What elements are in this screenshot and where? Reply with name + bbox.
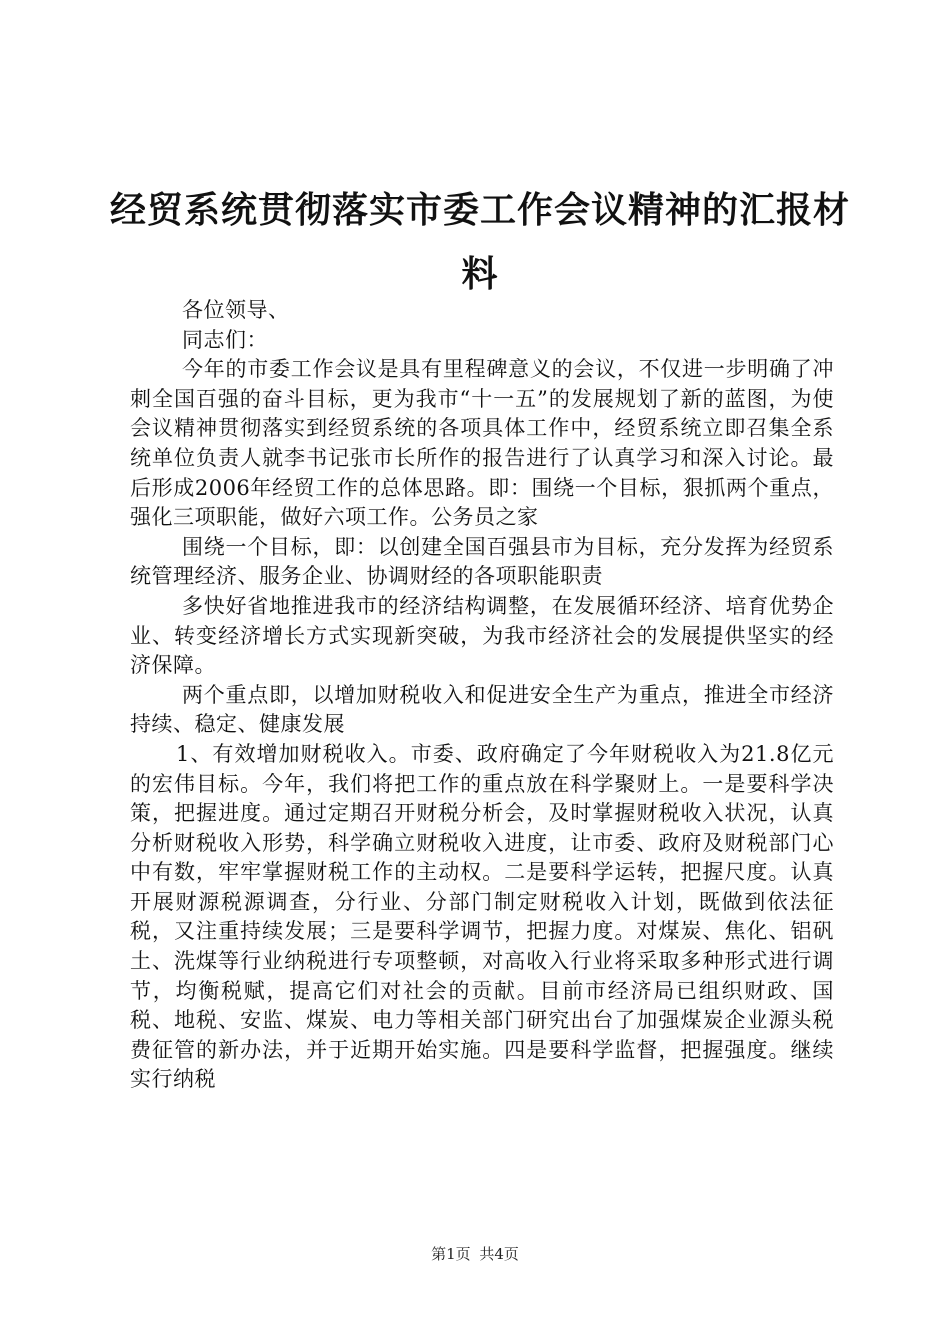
paragraph-intro: 今年的市委工作会议是具有里程碑意义的会议，不仅进一步明确了冲刺全国百强的奋斗目标，更为我市“十一五”的发展规划了新的蓝图，为使会议精神贯彻落实到经贸系统的各项具体工作中，经贸系统立即召集全系统单位负责人就李书记张市长所作的报告进行了认真学习和深入讨论。最后形成2006年经贸工作的总体思路。即：围绕一个目标，狠抓两个重点，强化三项职能，做好六项工作。公务员之家 (130, 357, 834, 530)
paragraph-two-priorities: 两个重点即，以增加财税收入和促进安全生产为重点，推进全市经济持续、稳定、健康发展 (130, 682, 834, 737)
salutation-line-2: 同志们： (182, 327, 268, 352)
page-total: 共4页 (479, 1245, 519, 1263)
page-footer (0, 1244, 950, 1264)
paragraph-fiscal-revenue: 1、有效增加财税收入。市委、政府确定了今年财税收入为21.8亿元的宏伟目标。今年，我们将把工作的重点放在科学聚财上。一是要科学决策，把握进度。通过定期召开财税分析会，及时掌握财税收入状况，认真分析财税收入形势，科学确立财税收入进度，让市委、政府及财税部门心中有数，牢牢掌握财税工作的主动权。二是要科学运转，把握尺度。认真开展财源税源调查，分行业、分部门制定财税收入计划，既做到依法征税，又注重持续发展；三是要科学调节，把握力度。对煤炭、焦化、铝矾土、洗煤等行业纳税进行专项整顿，对高收入行业将采取多种形式进行调节，均衡税赋，提高它们对社会的贡献。目前市经济局已组织财政、国税、地税、安监、煤炭、电力等相关部门研究出台了加强煤炭企业源头税费征管的新办法，并于近期开始实施。四是要科学监督，把握强度。继续实行纳税 (130, 741, 834, 1092)
document-body (130, 296, 834, 1095)
document-title: 经贸系统贯彻落实市委工作会议精神的汇报材料 (110, 189, 851, 295)
salutation-line-1: 各位领导、 (182, 298, 290, 322)
paragraph-structure-adjustment: 多快好省地推进我市的经济结构调整，在发展循环经济、培育优势企业、转变经济增长方式实现新突破，为我市经济社会的发展提供坚实的经济保障。 (130, 593, 834, 678)
page-number: 第1页 (431, 1245, 471, 1263)
paragraph-one-goal: 围绕一个目标，即：以创建全国百强县市为目标，充分发挥为经贸系统管理经济、服务企业、协调财经的各项职能职责 (130, 534, 834, 589)
